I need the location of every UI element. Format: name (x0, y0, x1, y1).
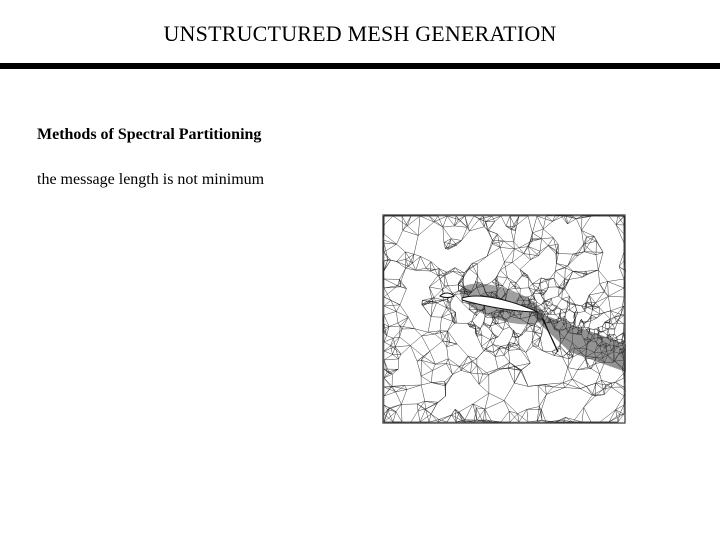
section-heading: Methods of Spectral Partitioning (37, 126, 262, 143)
body-text: the message length is not minimum (37, 171, 265, 188)
mesh-figure (380, 212, 628, 426)
slide-title: UNSTRUCTURED MESH GENERATION (163, 21, 557, 46)
mesh-image (380, 212, 628, 426)
title-divider (0, 63, 720, 69)
